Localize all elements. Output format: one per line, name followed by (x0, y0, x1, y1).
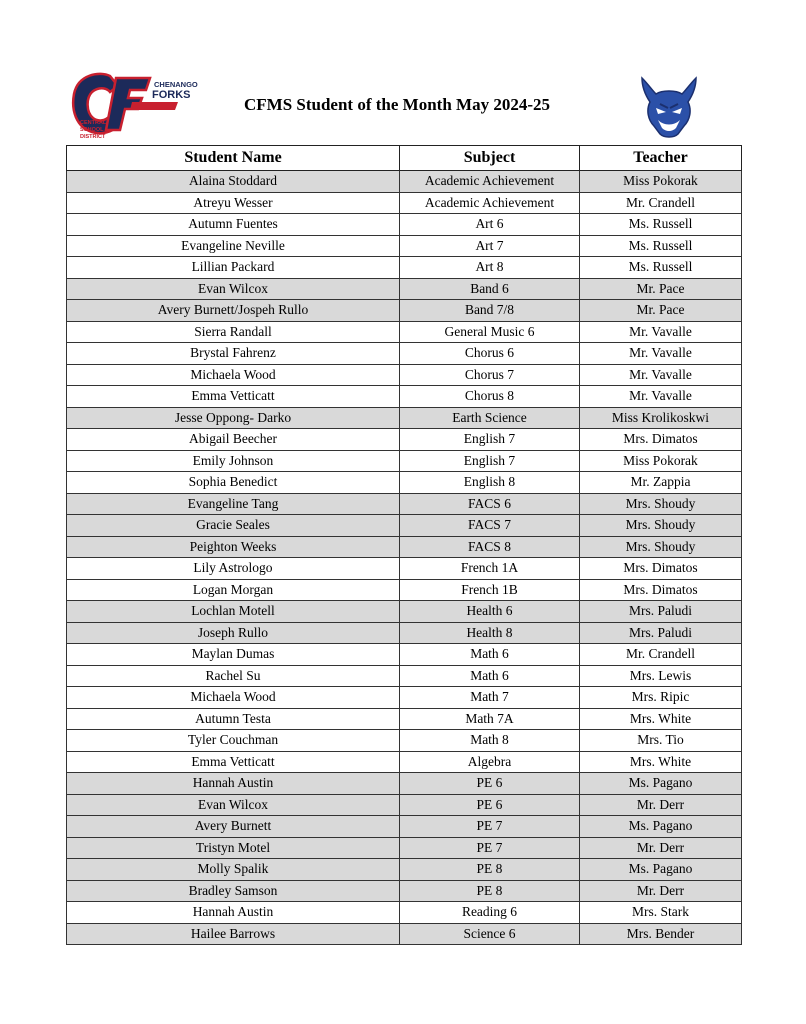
teacher-cell: Mrs. White (580, 751, 742, 773)
logo-district-text: DISTRICT (80, 134, 106, 140)
subject-cell: Academic Achievement (400, 171, 580, 193)
table-row (67, 235, 742, 257)
teacher-cell: Ms. Pagano (580, 859, 742, 881)
student-name-cell: Hailee Barrows (67, 923, 400, 945)
subject-cell: English 7 (400, 429, 580, 451)
student-name-cell: Lochlan Motell (67, 601, 400, 623)
student-name-cell: Emma Vetticatt (67, 751, 400, 773)
student-name-cell: Evan Wilcox (67, 794, 400, 816)
table-row (67, 579, 742, 601)
teacher-cell: Mr. Crandell (580, 192, 742, 214)
student-name-cell: Rachel Su (67, 665, 400, 687)
table-row (67, 321, 742, 343)
student-name-cell: Hannah Austin (67, 902, 400, 924)
teacher-cell: Mrs. Shoudy (580, 515, 742, 537)
logo-chenango-text: CHENANGO (154, 80, 198, 89)
table-row (67, 493, 742, 515)
table-row (67, 902, 742, 924)
table-row (67, 386, 742, 408)
table-row (67, 300, 742, 322)
table-row (67, 601, 742, 623)
teacher-cell: Ms. Pagano (580, 773, 742, 795)
subject-cell: Earth Science (400, 407, 580, 429)
subject-cell: French 1B (400, 579, 580, 601)
subject-cell: General Music 6 (400, 321, 580, 343)
subject-cell: Band 6 (400, 278, 580, 300)
teacher-cell: Mr. Pace (580, 300, 742, 322)
subject-cell: Math 7A (400, 708, 580, 730)
table-row (67, 923, 742, 945)
student-name-cell: Logan Morgan (67, 579, 400, 601)
table-row (67, 859, 742, 881)
student-name-cell: Lillian Packard (67, 257, 400, 279)
table-row (67, 880, 742, 902)
table-row (67, 192, 742, 214)
teacher-cell: Mr. Vavalle (580, 343, 742, 365)
subject-cell: Band 7/8 (400, 300, 580, 322)
student-name-cell: Emily Johnson (67, 450, 400, 472)
teacher-cell: Mrs. Paludi (580, 622, 742, 644)
student-name-cell: Michaela Wood (67, 364, 400, 386)
table-row (67, 343, 742, 365)
subject-cell: PE 8 (400, 880, 580, 902)
student-name-cell: Gracie Seales (67, 515, 400, 537)
student-name-cell: Autumn Fuentes (67, 214, 400, 236)
table-row (67, 515, 742, 537)
column-header-student-name: Student Name (67, 146, 400, 171)
teacher-cell: Mrs. Ripic (580, 687, 742, 709)
student-name-cell: Peighton Weeks (67, 536, 400, 558)
subject-cell: English 7 (400, 450, 580, 472)
teacher-cell: Mr. Vavalle (580, 321, 742, 343)
table-row (67, 622, 742, 644)
table-header-row (67, 146, 742, 171)
blue-devil-mascot-icon (634, 74, 704, 140)
logo-school-text: SCHOOL (80, 127, 104, 133)
teacher-cell: Ms. Russell (580, 235, 742, 257)
teacher-cell: Mrs. Bender (580, 923, 742, 945)
subject-cell: Math 6 (400, 665, 580, 687)
table-row (67, 794, 742, 816)
student-name-cell: Brystal Fahrenz (67, 343, 400, 365)
student-name-cell: Maylan Dumas (67, 644, 400, 666)
subject-cell: PE 6 (400, 773, 580, 795)
teacher-cell: Mrs. Paludi (580, 601, 742, 623)
student-name-cell: Molly Spalik (67, 859, 400, 881)
table-row (67, 450, 742, 472)
student-name-cell: Jesse Oppong- Darko (67, 407, 400, 429)
teacher-cell: Mrs. Tio (580, 730, 742, 752)
student-name-cell: Evan Wilcox (67, 278, 400, 300)
table-row (67, 364, 742, 386)
table-row (67, 278, 742, 300)
subject-cell: French 1A (400, 558, 580, 580)
table-row (67, 214, 742, 236)
teacher-cell: Mrs. Dimatos (580, 429, 742, 451)
subject-cell: PE 7 (400, 837, 580, 859)
student-name-cell: Atreyu Wesser (67, 192, 400, 214)
table-row (67, 687, 742, 709)
table-body (67, 171, 742, 945)
teacher-cell: Miss Pokorak (580, 450, 742, 472)
student-of-month-table (66, 145, 742, 945)
student-name-cell: Evangeline Tang (67, 493, 400, 515)
table-row (67, 816, 742, 838)
student-name-cell: Evangeline Neville (67, 235, 400, 257)
subject-cell: Health 8 (400, 622, 580, 644)
teacher-cell: Ms. Russell (580, 257, 742, 279)
teacher-cell: Miss Krolikoskwi (580, 407, 742, 429)
subject-cell: Art 8 (400, 257, 580, 279)
student-name-cell: Avery Burnett/Jospeh Rullo (67, 300, 400, 322)
table-row (67, 536, 742, 558)
teacher-cell: Mr. Crandell (580, 644, 742, 666)
page-title-text: CFMS Student of the Month May 2024-25 (244, 95, 550, 114)
teacher-cell: Mr. Derr (580, 880, 742, 902)
teacher-cell: Mr. Derr (580, 837, 742, 859)
logo-forks-text: FORKS (152, 89, 191, 101)
teacher-cell: Mr. Vavalle (580, 386, 742, 408)
teacher-cell: Ms. Pagano (580, 816, 742, 838)
subject-cell: Academic Achievement (400, 192, 580, 214)
table-row (67, 837, 742, 859)
subject-cell: Chorus 7 (400, 364, 580, 386)
teacher-cell: Mrs. Lewis (580, 665, 742, 687)
subject-cell: PE 8 (400, 859, 580, 881)
teacher-cell: Miss Pokorak (580, 171, 742, 193)
teacher-cell: Mr. Zappia (580, 472, 742, 494)
table-row (67, 644, 742, 666)
subject-cell: Chorus 6 (400, 343, 580, 365)
teacher-cell: Ms. Russell (580, 214, 742, 236)
subject-cell: FACS 7 (400, 515, 580, 537)
student-name-cell: Michaela Wood (67, 687, 400, 709)
teacher-cell: Mrs. Shoudy (580, 536, 742, 558)
teacher-cell: Mrs. Dimatos (580, 558, 742, 580)
teacher-cell: Mrs. Shoudy (580, 493, 742, 515)
table-row (67, 708, 742, 730)
table-row (67, 257, 742, 279)
subject-cell: PE 6 (400, 794, 580, 816)
student-name-cell: Tristyn Motel (67, 837, 400, 859)
student-name-cell: Tyler Couchman (67, 730, 400, 752)
table-row (67, 171, 742, 193)
student-name-cell: Autumn Testa (67, 708, 400, 730)
student-name-cell: Alaina Stoddard (67, 171, 400, 193)
table-row (67, 407, 742, 429)
subject-cell: Health 6 (400, 601, 580, 623)
student-name-cell: Joseph Rullo (67, 622, 400, 644)
student-name-cell: Sophia Benedict (67, 472, 400, 494)
table-row (67, 751, 742, 773)
subject-cell: FACS 6 (400, 493, 580, 515)
column-header-subject: Subject (400, 146, 580, 171)
student-name-cell: Abigail Beecher (67, 429, 400, 451)
student-name-cell: Emma Vetticatt (67, 386, 400, 408)
subject-cell: PE 7 (400, 816, 580, 838)
subject-cell: Reading 6 (400, 902, 580, 924)
table-row (67, 773, 742, 795)
subject-cell: Art 6 (400, 214, 580, 236)
subject-cell: Art 7 (400, 235, 580, 257)
student-name-cell: Avery Burnett (67, 816, 400, 838)
student-name-cell: Bradley Samson (67, 880, 400, 902)
table-row (67, 665, 742, 687)
student-name-cell: Sierra Randall (67, 321, 400, 343)
subject-cell: Algebra (400, 751, 580, 773)
table-row (67, 429, 742, 451)
student-name-cell: Hannah Austin (67, 773, 400, 795)
logo-central-text: CENTRAL (80, 120, 107, 126)
teacher-cell: Mr. Pace (580, 278, 742, 300)
subject-cell: Chorus 8 (400, 386, 580, 408)
student-name-cell: Lily Astrologo (67, 558, 400, 580)
teacher-cell: Mrs. White (580, 708, 742, 730)
table-row (67, 558, 742, 580)
column-header-teacher: Teacher (580, 146, 742, 171)
teacher-cell: Mrs. Stark (580, 902, 742, 924)
subject-cell: FACS 8 (400, 536, 580, 558)
subject-cell: Math 6 (400, 644, 580, 666)
subject-cell: Math 7 (400, 687, 580, 709)
teacher-cell: Mr. Derr (580, 794, 742, 816)
subject-cell: Math 8 (400, 730, 580, 752)
subject-cell: Science 6 (400, 923, 580, 945)
subject-cell: English 8 (400, 472, 580, 494)
teacher-cell: Mr. Vavalle (580, 364, 742, 386)
table-row (67, 472, 742, 494)
teacher-cell: Mrs. Dimatos (580, 579, 742, 601)
table-row (67, 730, 742, 752)
